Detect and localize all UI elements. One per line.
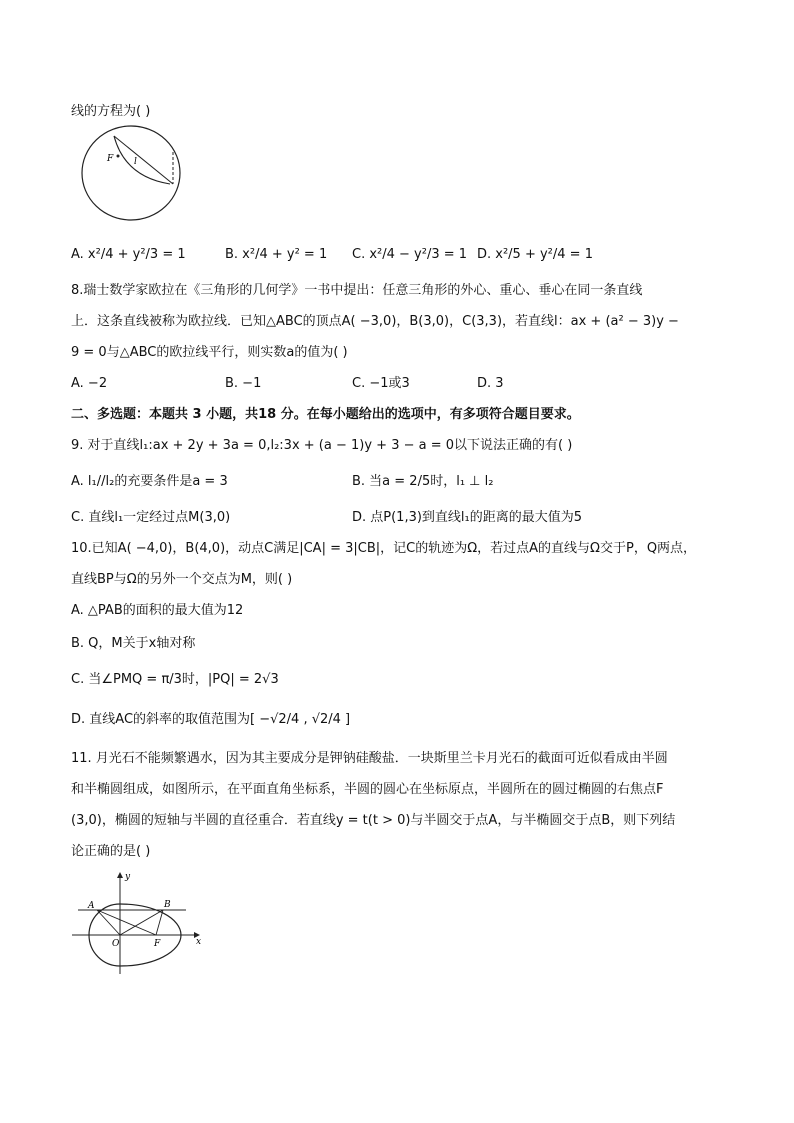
q9-option-d: D. 点P(1,3)到直线l₁的距离的最大值为5 <box>352 510 583 525</box>
q7-option-b: B. x²/4 + y² = 1 <box>225 247 328 262</box>
section-2-heading: 二、多选题：本题共 3 小题，共18 分。在每小题给出的选项中，有多项符合题目要求。 <box>71 407 580 422</box>
q7-option-a: A. x²/4 + y²/3 = 1 <box>71 247 186 262</box>
q11-label-x: x <box>196 937 202 947</box>
q9-option-b: B. 当a = 2/5时，l₁ ⊥ l₂ <box>352 474 494 489</box>
q7-label-line: l <box>134 157 137 167</box>
q9-option-a: A. l₁//l₂的充要条件是a = 3 <box>71 474 228 489</box>
q8-option-b: B. −1 <box>225 376 262 391</box>
q11-label-b: B <box>164 900 171 910</box>
q11-moonstone-figure <box>68 870 208 980</box>
q10-option-d: D. 直线AC的斜率的取值范围为[ −√2/4 , √2/4 ] <box>71 712 351 727</box>
q11-label-a: A <box>88 901 95 911</box>
q11-stem-line-3: (3,0)，椭圆的短轴与半圆的直径重合．若直线y = t(t > 0)与半圆交于点A，与半椭圆交于点B，则下列结 <box>71 813 676 828</box>
q10-option-b: B. Q，M关于x轴对称 <box>71 636 196 651</box>
q11-label-y: y <box>125 872 131 882</box>
q10-stem-line-1: 10.已知A( −4,0)，B(4,0)，动点C满足|CA| = 3|CB|，记C的轨迹为Ω，若过点A的直线与Ω交于P，Q两点， <box>71 541 697 556</box>
q11-stem-line-1: 11. 月光石不能频繁遇水，因为其主要成分是钾钠硅酸盐．一块斯里兰卡月光石的截面可近似看成由半圆 <box>71 751 668 766</box>
q10-option-c: C. 当∠PMQ = π/3时，|PQ| = 2√3 <box>71 672 279 687</box>
q11-stem-line-4: 论正确的是( ) <box>71 844 151 859</box>
q11-stem-line-2: 和半椭圆组成，如图所示，在平面直角坐标系，半圆的圆心在坐标原点，半圆所在的圆过椭圆的右焦点F <box>71 782 664 797</box>
q7-option-d: D. x²/5 + y²/4 = 1 <box>477 247 593 262</box>
q8-option-d: D. 3 <box>477 376 504 391</box>
q8-stem-line-2: 上．这条直线被称为欧拉线．已知△ABC的顶点A( −3,0)，B(3,0)，C(3,3)，若直线l：ax + (a² − 3)y − <box>71 314 679 329</box>
q7-ellipse-figure <box>70 122 190 222</box>
q8-stem-line-3: 9 = 0与△ABC的欧拉线平行，则实数a的值为( ) <box>71 345 348 360</box>
q11-label-f: F <box>154 939 161 949</box>
q7-label-focus: F <box>107 154 114 164</box>
q10-stem-line-2: 直线BP与Ω的另外一个交点为M，则( ) <box>71 572 293 587</box>
q8-option-a: A. −2 <box>71 376 108 391</box>
q11-label-o: O <box>112 939 120 949</box>
q10-option-a: A. △PAB的面积的最大值为12 <box>71 603 244 618</box>
q8-option-c: C. −1或3 <box>352 376 410 391</box>
q7-option-c: C. x²/4 − y²/3 = 1 <box>352 247 468 262</box>
q9-option-c: C. 直线l₁一定经过点M(3,0) <box>71 510 231 525</box>
q9-stem: 9. 对于直线l₁:ax + 2y + 3a = 0,l₂:3x + (a − 1)y + 3 − a = 0以下说法正确的有( ) <box>71 438 573 453</box>
q8-stem-line-1: 8.瑞士数学家欧拉在《三角形的几何学》一书中提出：任意三角形的外心、重心、垂心在同一条直线 <box>71 283 643 298</box>
q7-stem-tail: 线的方程为( ) <box>71 104 151 119</box>
